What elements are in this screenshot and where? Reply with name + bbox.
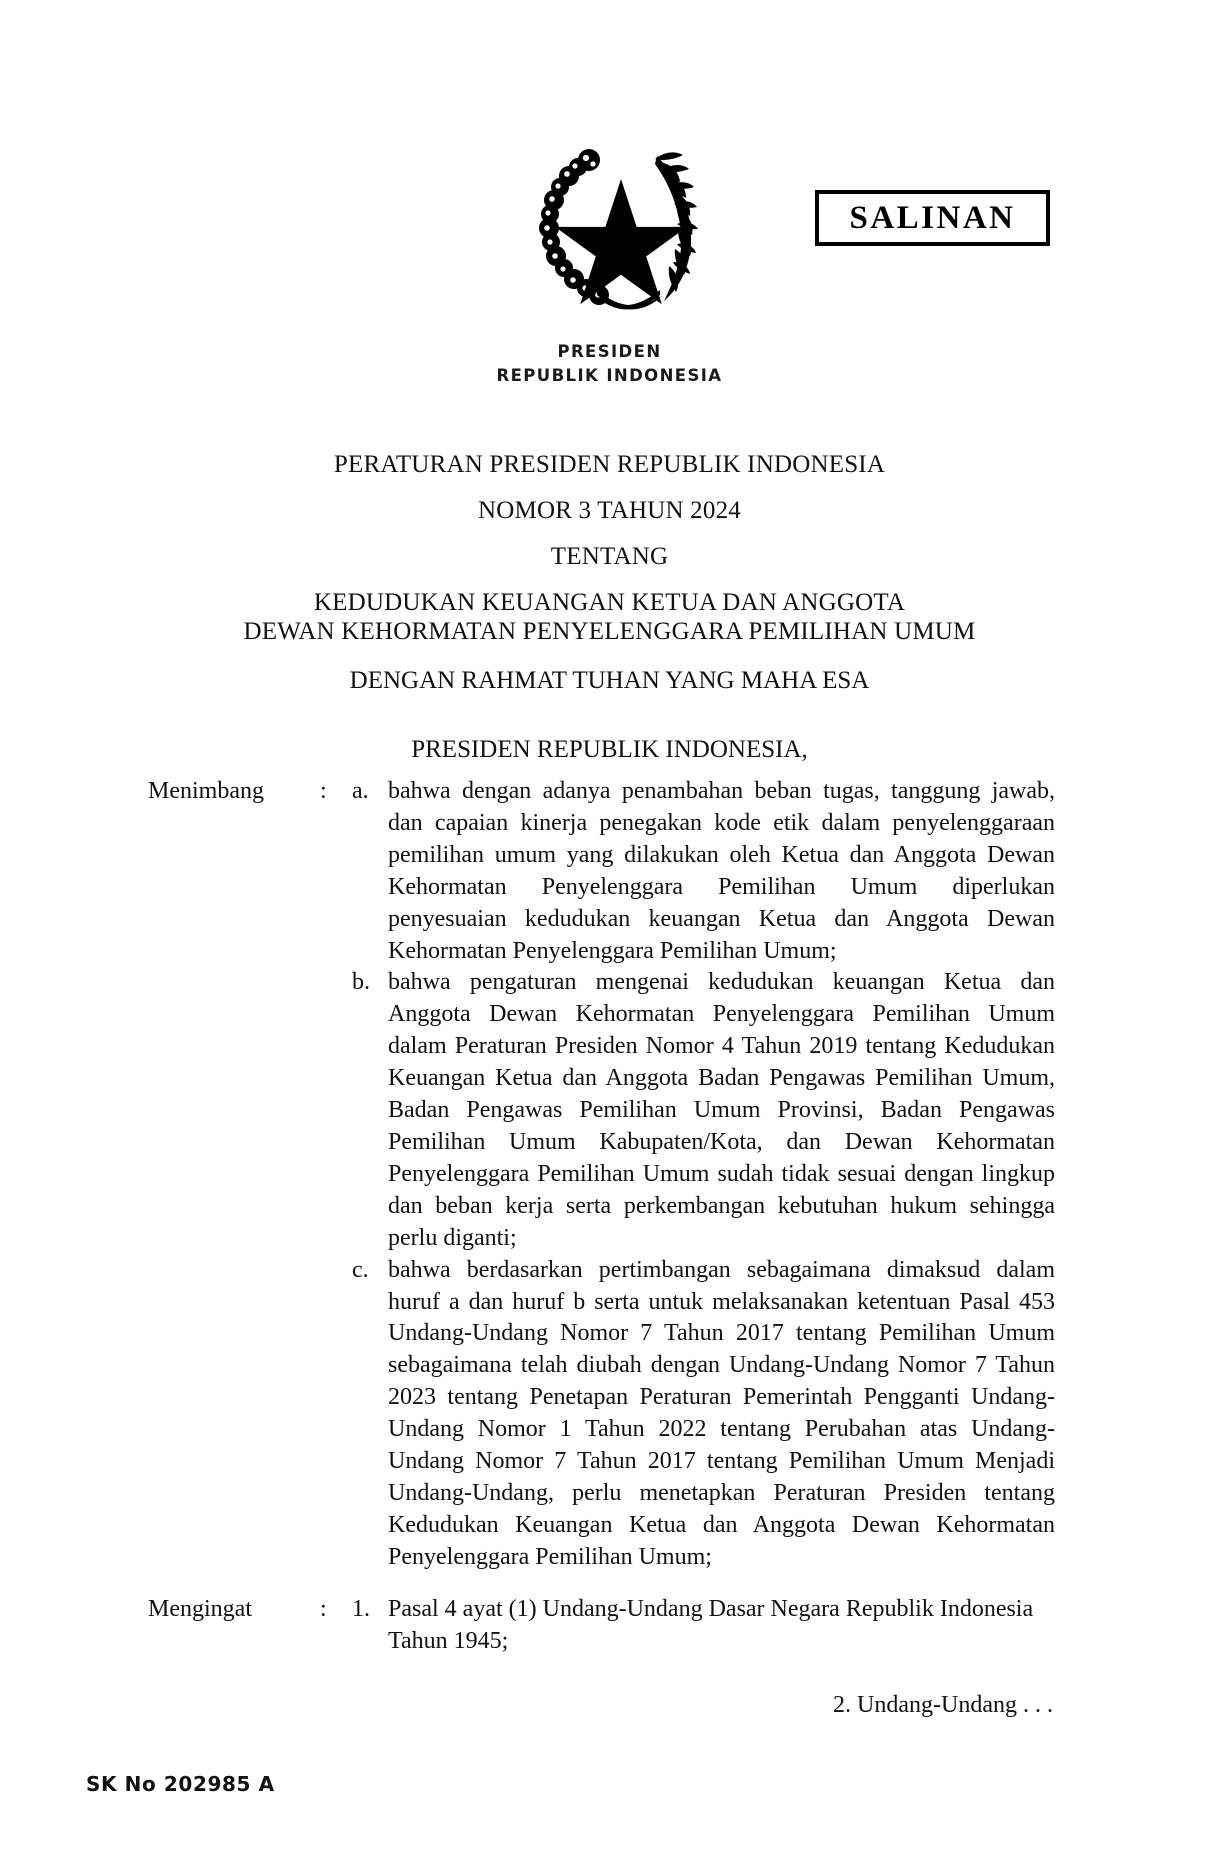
mengingat-section (0, 1594, 1219, 1658)
title-subject-line2: DEWAN KEHORMATAN PENYELENGGARA PEMILIHAN UMUM (243, 618, 976, 645)
salinan-label: SALINAN (849, 199, 1016, 236)
mengingat-items (352, 1594, 1219, 1658)
preamble-invocation: DENGAN RAHMAT TUHAN YANG MAHA ESA (349, 667, 870, 694)
document-title-block (0, 452, 1219, 644)
mengingat-colon: : (320, 1596, 327, 1622)
menimbang-item-c-marker: c. (352, 1256, 369, 1283)
page-continuation-note: 2. Undang-Undang . . . (833, 1692, 1053, 1718)
title-subject-line1: KEDUDUKAN KEUANGAN KETUA DAN ANGGOTA (313, 589, 906, 616)
mengingat-label: Mengingat (148, 1596, 252, 1622)
menimbang-label: Menimbang (148, 778, 264, 804)
menimbang-item-b-marker: b. (352, 969, 370, 996)
menimbang-item-b (352, 967, 1055, 1254)
menimbang-item-a-marker: a. (352, 778, 369, 804)
sk-code-footer: SK No 202985 A (86, 1772, 275, 1796)
menimbang-item-c-text: bahwa berdasarkan pertimbangan sebagaimana dimaksud dalam huruf a dan huruf b serta untuk melaksanakan ketentuan Pasal 453 Undang-Undang Nomor 7 Tahun 2017 tentang Pemilihan Umum sebagaimana telah diubah dengan Undang-Undang Nomor 7 Tahun 2023 tentang Penetapan Peraturan Pemerintah Pengganti Undang-Undang Nomor 1 Tahun 2022 tentang Perubahan atas Undang-Undang Nomor 7 Tahun 2017 tentang Pemilihan Umum Menjadi Undang-Undang, perlu menetapkan Peraturan Presiden tentang Kedudukan Keuangan Ketua dan Anggota Dewan Kehormatan Penyelenggara Pemilihan Umum; (388, 1256, 1055, 1570)
menimbang-item-c (352, 1255, 1055, 1574)
mengingat-item-1-text: Pasal 4 ayat (1) Undang-Undang Dasar Negara Republik Indonesia Tahun 1945; (388, 1596, 1034, 1654)
document-header (0, 130, 1219, 330)
menimbang-item-b-text: bahwa pengaturan mengenai kedudukan keuangan Ketua dan Anggota Dewan Kehormatan Penyelenggara Pemilihan Umum dalam Peraturan Presiden Nomor 4 Tahun 2019 tentang Kedudukan Keuangan Ketua dan Anggota Badan Pengawas Pemilihan Umum, Badan Pengawas Pemilihan Umum Provinsi, Badan Pengawas Pemilihan Umum Kabupaten/Kota, dan Dewan Kehormatan Penyelenggara Pemilihan Umum sudah tidak sesuai dengan lingkup dan beban kerja serta perkembangan kebutuhan hukum sehingga perlu diganti; (388, 969, 1055, 1251)
presiden-republik-indonesia-mark (0, 340, 1219, 388)
menimbang-item-a (352, 776, 1055, 967)
mengingat-item-1-marker: 1. (352, 1596, 370, 1622)
menimbang-section (0, 776, 1219, 1574)
presiden-mark-line2: REPUBLIK INDONESIA (496, 365, 723, 385)
title-regulation-type: PERATURAN PRESIDEN REPUBLIK INDONESIA (333, 451, 886, 478)
preamble-signatory: PRESIDEN REPUBLIK INDONESIA, (411, 736, 808, 763)
mengingat-item-1 (352, 1594, 1055, 1658)
presiden-mark-line1: PRESIDEN (557, 342, 662, 361)
title-tentang: TENTANG (550, 543, 669, 570)
title-number-year: NOMOR 3 TAHUN 2024 (478, 497, 741, 524)
menimbang-items (352, 776, 1219, 1574)
garuda-star-wreath-emblem (526, 138, 716, 328)
menimbang-colon: : (320, 778, 327, 804)
salinan-stamp (815, 190, 1050, 246)
preamble-block (0, 668, 1219, 762)
menimbang-item-a-text: bahwa dengan adanya penambahan beban tugas, tanggung jawab, dan capaian kinerja penegakan kode etik dalam penyelenggaraan pemilihan umum yang dilakukan oleh Ketua dan Anggota Dewan Kehormatan Penyelenggara Pemilihan Umum diperlukan penyesuaian kedudukan keuangan Ketua dan Anggota Dewan Kehormatan Penyelenggara Pemilihan Umum; (388, 778, 1055, 964)
